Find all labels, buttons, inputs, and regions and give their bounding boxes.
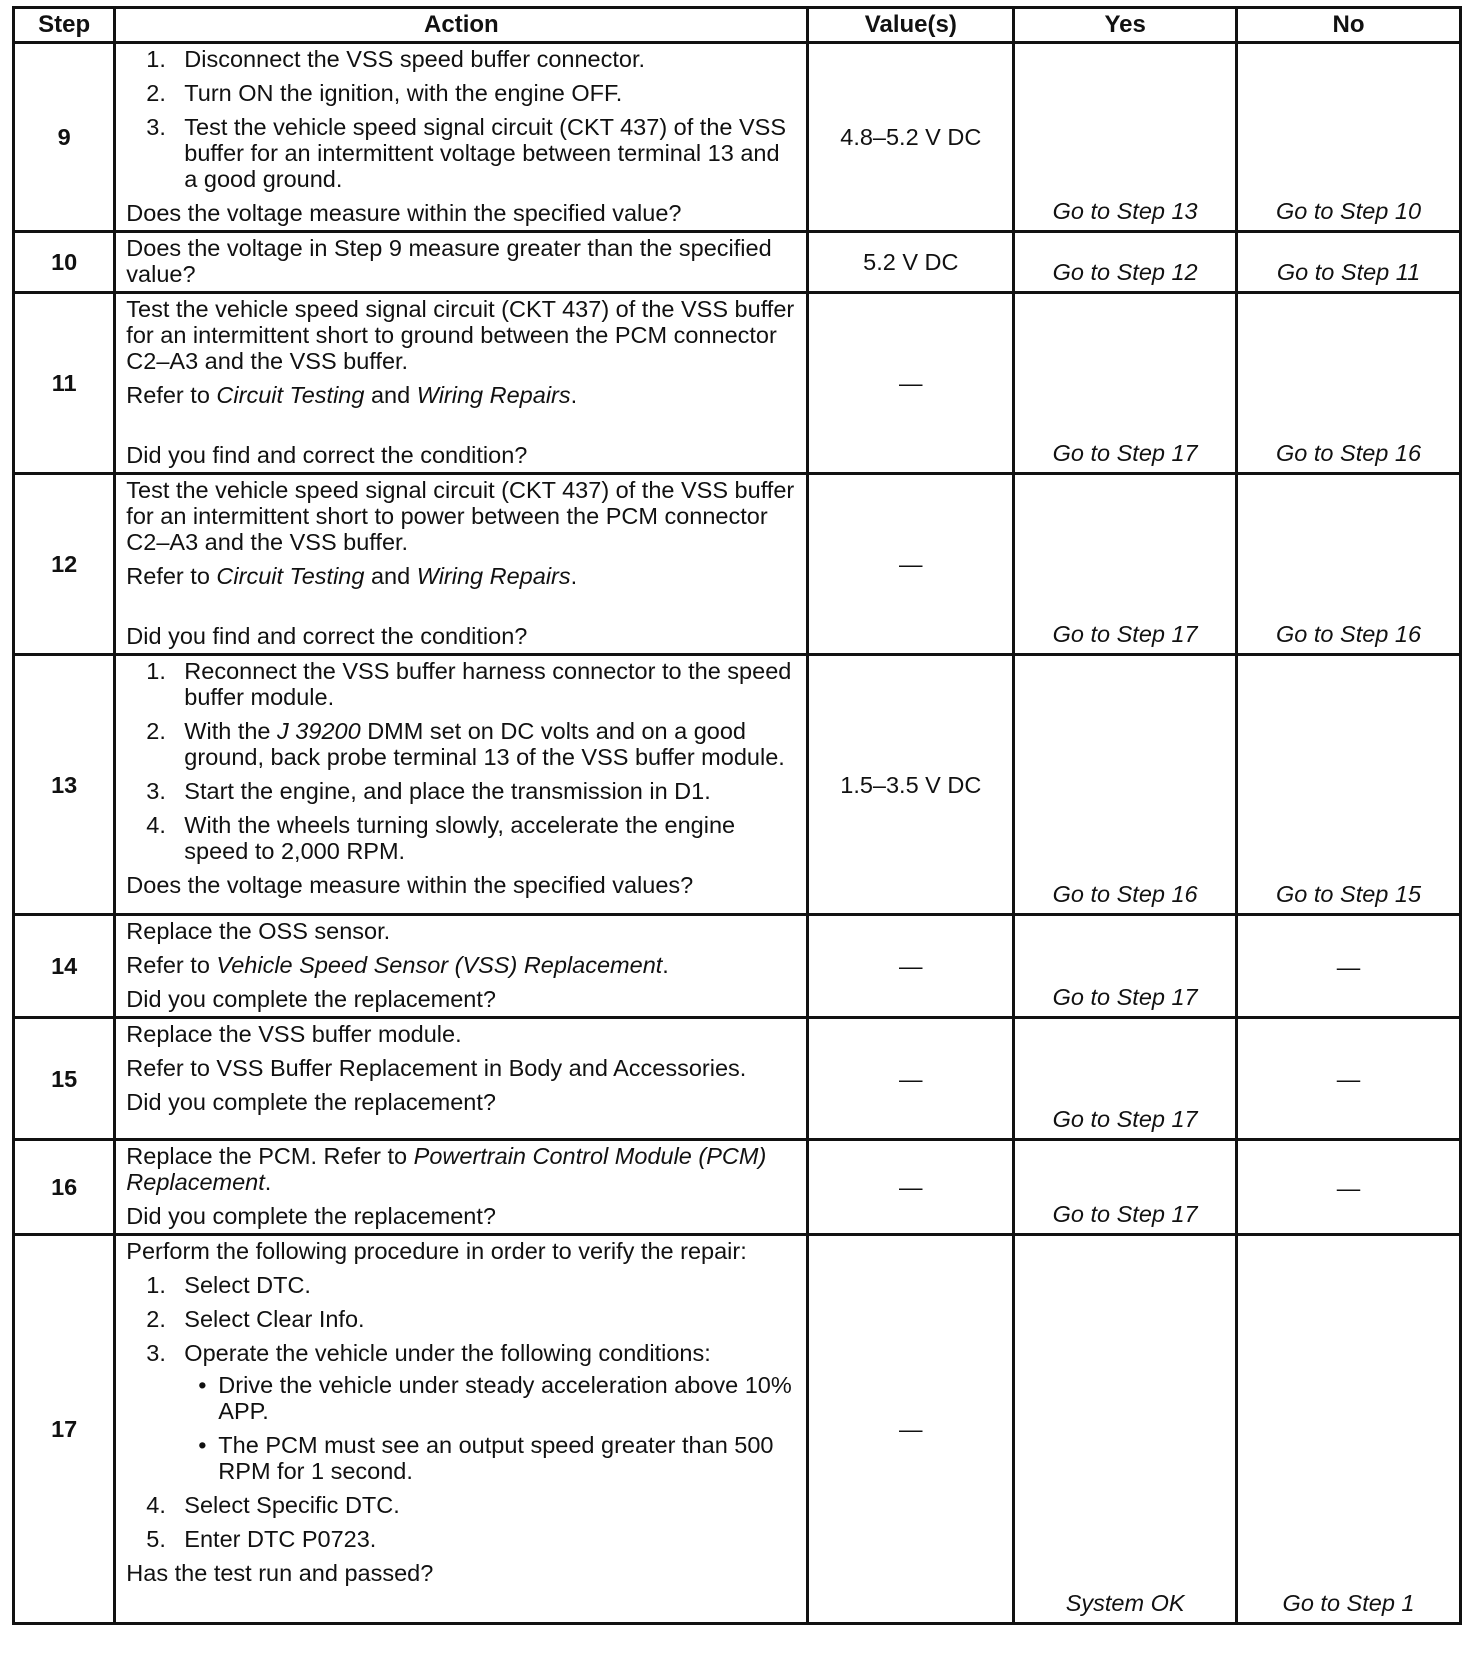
value-cell: 4.8–5.2 V DC [808,43,1014,232]
action-question: Did you find and correct the condition? [126,442,528,468]
step-number: 9 [14,43,115,232]
vss-replacement-link[interactable]: Vehicle Speed Sensor (VSS) Replacement [216,952,663,978]
action-cell [115,1018,808,1140]
yes-cell: Go to Step 17 [1014,474,1237,655]
circuit-testing-link[interactable]: Circuit Testing [216,382,365,408]
header-row [14,8,1461,43]
table-row [14,655,1461,915]
action-question: Does the voltage in Step 9 measure greater than the specified value? [126,235,772,287]
diagnostic-table [12,6,1462,1625]
table-row [14,1018,1461,1140]
list-item: 2. Turn ON the ignition, with the engine OFF. [146,80,623,106]
yes-cell: Go to Step 17 [1014,293,1237,474]
no-cell: Go to Step 10 [1237,43,1461,232]
action-question: Did you complete the replacement? [126,1203,496,1229]
list-item: 3. Operate the vehicle under the following conditions: • Drive the vehicle under steady acceleration above 10% APP. • The PCM must see an output speed greater than 500 RPM for 1 second. [126,1340,798,1484]
list-item: 5. Enter DTC P0723. [146,1526,377,1552]
header-action: Action [115,8,808,43]
table-row [14,474,1461,655]
action-text: Perform the following procedure in order to verify the repair: [126,1238,747,1264]
table-row [14,1235,1461,1624]
action-steps [126,658,798,864]
yes-cell: Go to Step 12 [1014,232,1237,293]
table-row [14,915,1461,1018]
list-item: 3. Test the vehicle speed signal circuit (CKT 437) of the VSS buffer for an intermittent voltage between terminal 13 and a good ground. [146,114,787,192]
list-item: 1. Select DTC. [146,1272,311,1298]
no-cell: Go to Step 15 [1237,655,1461,915]
pcm-replacement-link[interactable]: Powertrain Control Module (PCM) Replacement [126,1143,767,1195]
list-item: 4. With the wheels turning slowly, accelerate the engine speed to 2,000 RPM. [146,812,736,864]
bullet-item: • Drive the vehicle under steady acceleration above 10% APP. [198,1372,792,1424]
header-step: Step [14,8,115,43]
bullet-item: • The PCM must see an output speed greater than 500 RPM for 1 second. [198,1432,774,1484]
no-cell: Go to Step 11 [1237,232,1461,293]
yes-cell: Go to Step 13 [1014,43,1237,232]
step-number: 11 [14,293,115,474]
step-number: 14 [14,915,115,1018]
list-item: 2. Select Clear Info. [146,1306,365,1332]
header-yes: Yes [1014,8,1237,43]
value-cell: 5.2 V DC [808,232,1014,293]
step-number: 12 [14,474,115,655]
no-cell: — [1237,1140,1461,1235]
no-cell: — [1237,1018,1461,1140]
table-row [14,1140,1461,1235]
action-cell [115,474,808,655]
action-cell [115,1140,808,1235]
diagnostic-page [12,6,1462,1625]
tool-reference: J 39200 [277,718,361,744]
step-number: 17 [14,1235,115,1624]
value-cell: — [808,1235,1014,1624]
no-cell: Go to Step 16 [1237,293,1461,474]
header-values: Value(s) [808,8,1014,43]
action-text: Replace the PCM. Refer to Powertrain Control Module (PCM) Replacement. [126,1143,767,1195]
step-number: 13 [14,655,115,915]
action-steps [126,1272,798,1552]
value-cell: 1.5–3.5 V DC [808,655,1014,915]
wiring-repairs-link[interactable]: Wiring Repairs [416,382,571,408]
no-cell: Go to Step 1 [1237,1235,1461,1624]
list-item: 3. Start the engine, and place the transmission in D1. [146,778,711,804]
yes-cell: Go to Step 17 [1014,915,1237,1018]
table-row [14,43,1461,232]
yes-cell: Go to Step 16 [1014,655,1237,915]
action-cell [115,43,808,232]
step-number: 16 [14,1140,115,1235]
wiring-repairs-link[interactable]: Wiring Repairs [416,563,571,589]
value-cell: — [808,1018,1014,1140]
action-text: Test the vehicle speed signal circuit (CKT 437) of the VSS buffer for an intermittent short to ground between the PCM connector C2–A3 and the VSS buffer. [126,296,795,374]
action-question: Does the voltage measure within the specified value? [126,200,682,226]
action-refer: Refer to Circuit Testing and Wiring Repairs. [126,563,578,589]
action-text: Replace the VSS buffer module. [126,1021,462,1047]
action-refer: Refer to VSS Buffer Replacement in Body and Accessories. [126,1055,747,1081]
action-question: Did you complete the replacement? [126,1089,496,1115]
action-question: Does the voltage measure within the specified values? [126,872,694,898]
action-cell [115,655,808,915]
yes-cell: System OK [1014,1235,1237,1624]
step-number: 15 [14,1018,115,1140]
list-item: 4. Select Specific DTC. [146,1492,400,1518]
value-cell: — [808,915,1014,1018]
action-cell [115,232,808,293]
value-cell: — [808,474,1014,655]
list-item: 1. Reconnect the VSS buffer harness connector to the speed buffer module. [146,658,792,710]
no-cell: Go to Step 16 [1237,474,1461,655]
action-question: Did you find and correct the condition? [126,623,528,649]
action-question: Has the test run and passed? [126,1560,434,1586]
value-cell: — [808,293,1014,474]
header-no: No [1237,8,1461,43]
list-item: 1. Disconnect the VSS speed buffer connector. [146,46,646,72]
action-cell [115,1235,808,1624]
action-text: Replace the OSS sensor. [126,918,391,944]
yes-cell: Go to Step 17 [1014,1140,1237,1235]
table-row [14,293,1461,474]
no-cell: — [1237,915,1461,1018]
action-cell [115,915,808,1018]
action-refer: Refer to Vehicle Speed Sensor (VSS) Replacement. [126,952,669,978]
step-number: 10 [14,232,115,293]
action-steps [126,46,798,192]
action-question: Did you complete the replacement? [126,986,496,1012]
table-row [14,232,1461,293]
action-cell [115,293,808,474]
action-text: Test the vehicle speed signal circuit (CKT 437) of the VSS buffer for an intermittent short to power between the PCM connector C2–A3 and the VSS buffer. [126,477,795,555]
list-item: 2. With the J 39200 DMM set on DC volts and on a good ground, back probe terminal 13 of the VSS buffer module. [146,718,785,770]
condition-bullets [184,1372,798,1484]
value-cell: — [808,1140,1014,1235]
yes-cell: Go to Step 17 [1014,1018,1237,1140]
circuit-testing-link[interactable]: Circuit Testing [216,563,365,589]
action-refer: Refer to Circuit Testing and Wiring Repairs. [126,382,578,408]
